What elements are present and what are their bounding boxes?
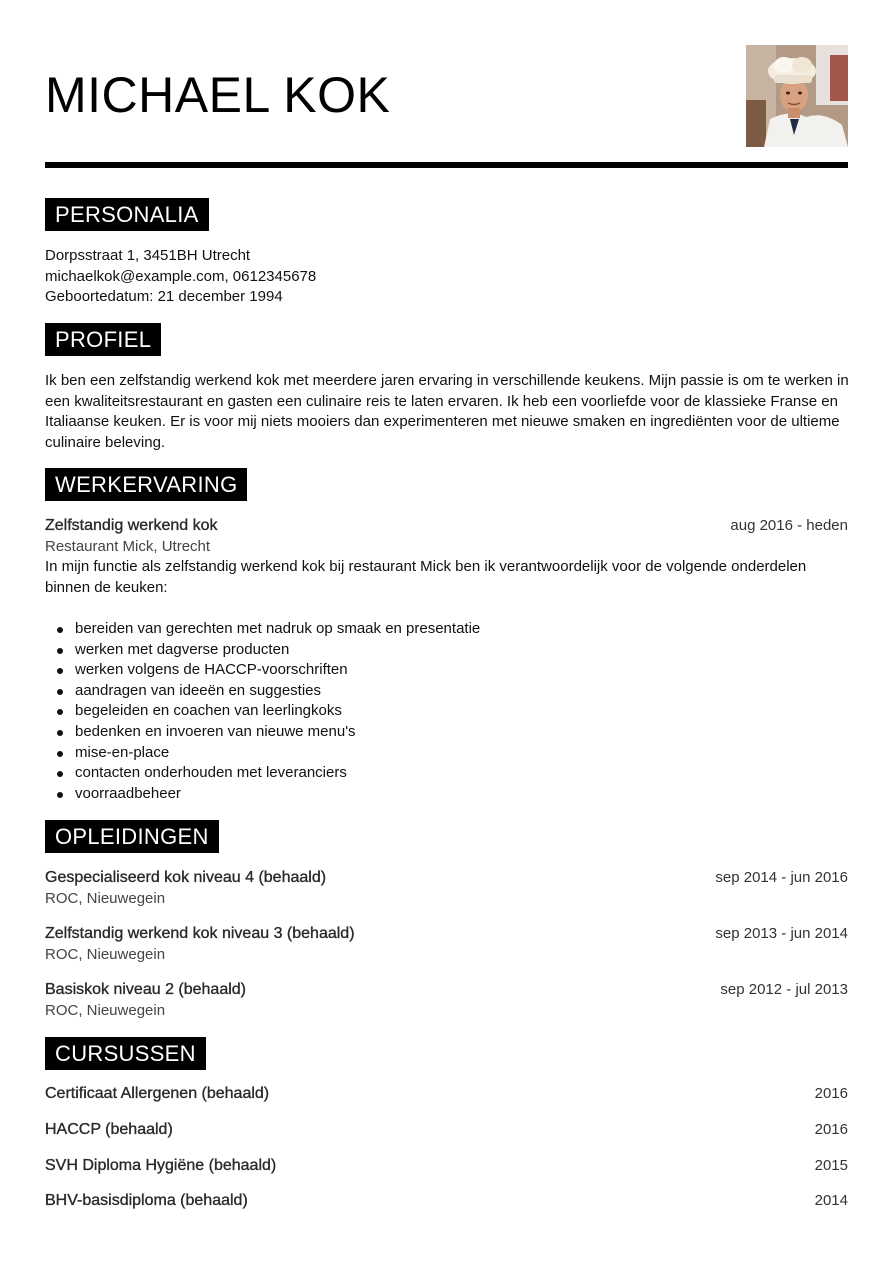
job-header [45,515,848,537]
list-item: contacten onderhouden met leveranciers [45,763,480,784]
address-text: Dorpsstraat 1, 3451BH Utrecht [45,247,251,264]
education-dates: sep 2013 - jun 2014 [715,925,848,942]
education-title: Zelfstandig werkend kok niveau 3 (behaald) [45,925,355,942]
job-title: Zelfstandig werkend kok [45,517,218,534]
section-heading-opleidingen: OPLEIDINGEN [45,820,219,853]
list-item: bereiden van gerechten met nadruk op smaak en presentatie [45,619,480,640]
course-year: 2016 [814,1121,848,1138]
contact-text: michaelkok@example.com, 0612345678 [45,267,317,285]
course-year: 2016 [814,1085,848,1102]
course-year: 2015 [814,1157,848,1174]
list-item: werken volgens de HACCP-voorschriften [45,660,480,681]
education-school: ROC, Nieuwegein [45,946,166,963]
job-dates: aug 2016 - heden [730,517,848,534]
profile-photo [746,45,848,147]
candidate-name: MICHAEL KOK [45,67,391,123]
course-title: Certificaat Allergenen (behaald) [45,1085,270,1102]
list-item: bedenken en invoeren van nieuwe menu's [45,722,480,743]
section-heading-werkervaring: WERKERVARING [45,468,247,501]
education-title: Gespecialiseerd kok niveau 4 (behaald) [45,869,327,886]
birthdate-text: Geboortedatum: 21 december 1994 [45,288,283,306]
course-title: BHV-basisdiploma (behaald) [45,1192,248,1209]
list-item: voorraadbeheer [45,784,480,805]
course-year: 2014 [814,1192,848,1209]
list-item: begeleiden en coachen van leerlingkoks [45,701,480,722]
education-item [45,867,848,889]
course-item [45,1083,848,1105]
job-employer: Restaurant Mick, Utrecht [45,538,211,555]
personalia-details [45,246,850,308]
course-title: HACCP (behaald) [45,1121,173,1138]
education-dates: sep 2012 - jul 2013 [720,981,848,998]
course-title: SVH Diploma Hygiëne (behaald) [45,1157,277,1174]
header-divider [45,162,848,168]
education-school: ROC, Nieuwegein [45,1002,166,1019]
profile-text: Ik ben een zelfstandig werkend kok met meerdere jaren ervaring in verschillende keukens. Mijn passie is om te werken in een kwaliteitsrestaurant en gasten een culinaire reis te laten ervaren. Ik heb een voorliefde voor de klassieke Franse en Italiaanse keuken. Er is voor mij niets mooiers dan experimenteren met nieuwe smaken en ingrediënten voor de ultieme culinaire beleving. [45,372,849,451]
section-heading-personalia: PERSONALIA [45,198,209,231]
education-item [45,923,848,945]
list-item: mise-en-place [45,743,480,764]
list-item: werken met dagverse producten [45,640,480,661]
job-description: In mijn functie als zelfstandig werkend kok bij restaurant Mick ben ik verantwoordelijk voor de volgende onderdelen binnen de keuken: [45,558,807,596]
section-heading-cursussen: CURSUSSEN [45,1037,206,1070]
education-title: Basiskok niveau 2 (behaald) [45,981,247,998]
education-school: ROC, Nieuwegein [45,890,166,907]
section-heading-profiel: PROFIEL [45,323,161,356]
chef-portrait-image [746,45,848,147]
job-duties-list [45,619,480,804]
education-dates: sep 2014 - jun 2016 [715,869,848,886]
education-item [45,979,848,1001]
course-item [45,1190,848,1212]
course-item [45,1119,848,1141]
course-item [45,1155,848,1177]
list-item: aandragen van ideeën en suggesties [45,681,480,702]
